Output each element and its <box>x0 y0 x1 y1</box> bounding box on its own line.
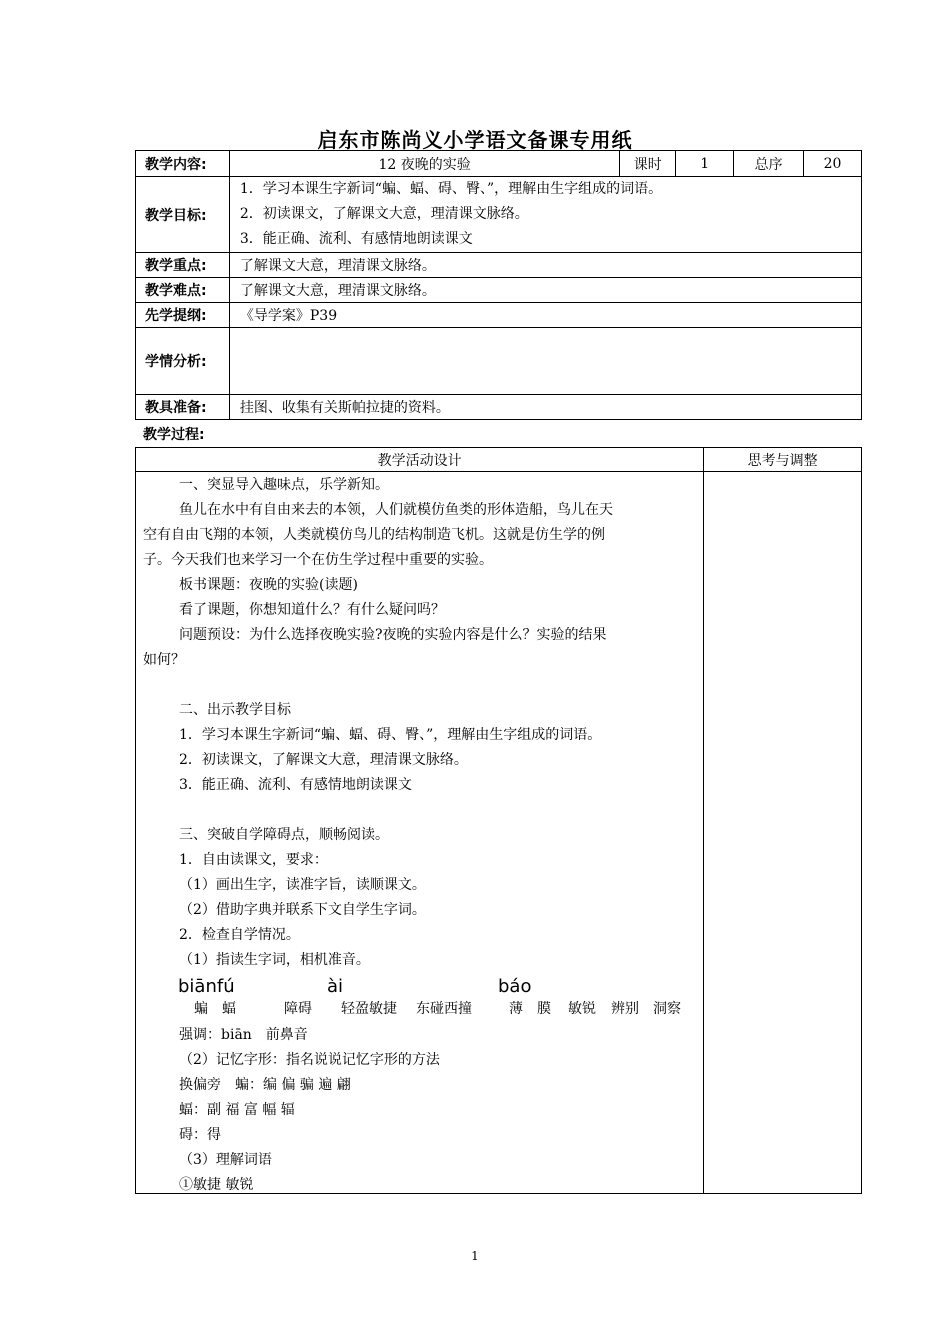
vocab-word: 辨别 <box>611 1001 639 1017</box>
page-title: 启东市陈尚义小学语文备课专用纸 <box>317 128 633 152</box>
text-line: 碍：得 <box>179 1127 221 1143</box>
text-line: 蝠：副 福 富 幅 辐 <box>179 1102 295 1118</box>
text-line: 1．自由读课文，要求： <box>179 852 328 868</box>
text-line: 换偏旁 蝙：编 偏 骗 遍 翩 <box>179 1077 351 1093</box>
text-line: 板书课题：夜晚的实验(读题) <box>179 577 358 593</box>
activity-header: 教学活动设计 <box>136 448 704 472</box>
text-line: （1）指读生字词，相机准音。 <box>179 952 370 968</box>
vocab-word: 轻盈敏捷 <box>341 1001 397 1017</box>
vocab-word: 洞察 <box>653 1001 681 1017</box>
content-value: 12 夜晚的实验 <box>229 151 619 177</box>
vocab-word: 敏锐 <box>568 1001 596 1017</box>
goals-list <box>229 177 861 253</box>
goals-label: 教学目标: <box>136 177 230 253</box>
goal-item: 1．学习本课生字新词“蝙、蝠、碍、臀、”，理解由生字组成的词语。 <box>239 181 663 197</box>
analysis-label: 学情分析: <box>136 328 230 395</box>
process-label: 教学过程: <box>143 427 205 443</box>
difficulty-label: 教学难点: <box>136 278 230 303</box>
content-label: 教学内容: <box>136 151 230 177</box>
seq-value: 20 <box>804 151 862 177</box>
pinyin-label: biānfú <box>178 976 235 997</box>
text-line: 空有自由飞翔的本领，人类就模仿鸟儿的结构制造飞机。这就是仿生学的例 <box>143 527 605 543</box>
text-line: 强调：biān 前鼻音 <box>179 1027 308 1043</box>
key-value: 了解课文大意，理清课文脉络。 <box>229 253 861 278</box>
difficulty-value: 了解课文大意，理清课文脉络。 <box>229 278 861 303</box>
text-line: ①敏捷 敏锐 <box>179 1177 254 1193</box>
text-line: 2．检查自学情况。 <box>179 927 300 943</box>
section-heading: 三、突破自学障碍点，顺畅阅读。 <box>179 827 389 843</box>
text-line: 问题预设：为什么选择夜晚实验?夜晚的实验内容是什么？实验的结果 <box>179 627 607 643</box>
preview-value: 《导学案》P39 <box>229 303 861 328</box>
tools-value: 挂图、收集有关斯帕拉捷的资料。 <box>229 395 861 420</box>
vocab-word: 薄 膜 <box>509 1001 551 1017</box>
text-line: （2）借助字典并联系下文自学生字词。 <box>179 902 426 918</box>
vocab-word: 东碰西撞 <box>416 1001 472 1017</box>
reflection-cell <box>704 472 862 1194</box>
text-line: 如何？ <box>143 652 185 668</box>
text-line: 鱼儿在水中有自由来去的本领，人们就模仿鱼类的形体造船，鸟儿在天 <box>179 502 613 518</box>
text-line: 看了课题，你想知道什么？有什么疑问吗？ <box>179 602 445 618</box>
text-line: 1．学习本课生字新词“蝙、蝠、碍、臀、”，理解由生字组成的词语。 <box>179 727 602 743</box>
text-line: （3）理解词语 <box>179 1152 272 1168</box>
seq-label: 总序 <box>734 151 804 177</box>
pinyin-label: ài <box>327 976 344 997</box>
vocab-word: 障碍 <box>284 1001 312 1017</box>
pinyin-label: báo <box>498 976 532 997</box>
text-line: （1）画出生字，读准字旨，读顺课文。 <box>179 877 426 893</box>
section-heading: 二、出示教学目标 <box>179 702 291 718</box>
page-number: 1 <box>471 1249 479 1263</box>
section-heading: 一、突显导入趣味点，乐学新知。 <box>179 477 389 493</box>
text-line: 3．能正确、流利、有感情地朗读课文 <box>179 777 412 793</box>
tools-label: 教具准备: <box>136 395 230 420</box>
analysis-value <box>229 328 861 395</box>
text-line: 2．初读课文，了解课文大意，理清课文脉络。 <box>179 752 468 768</box>
goal-item: 3．能正确、流利、有感情地朗读课文 <box>239 231 473 247</box>
vocab-word: 蝙 蝠 <box>194 1001 236 1017</box>
period-value: 1 <box>676 151 734 177</box>
preview-label: 先学提纲: <box>136 303 230 328</box>
period-label: 课时 <box>620 151 676 177</box>
key-label: 教学重点: <box>136 253 230 278</box>
goal-item: 2．初读课文，了解课文大意，理清课文脉络。 <box>239 206 529 222</box>
lesson-info-table <box>135 150 862 420</box>
text-line: 子。今天我们也来学习一个在仿生学过程中重要的实验。 <box>143 552 493 568</box>
text-line: （2）记忆字形：指名说说记忆字形的方法 <box>179 1052 440 1068</box>
reflection-header: 思考与调整 <box>704 448 862 472</box>
